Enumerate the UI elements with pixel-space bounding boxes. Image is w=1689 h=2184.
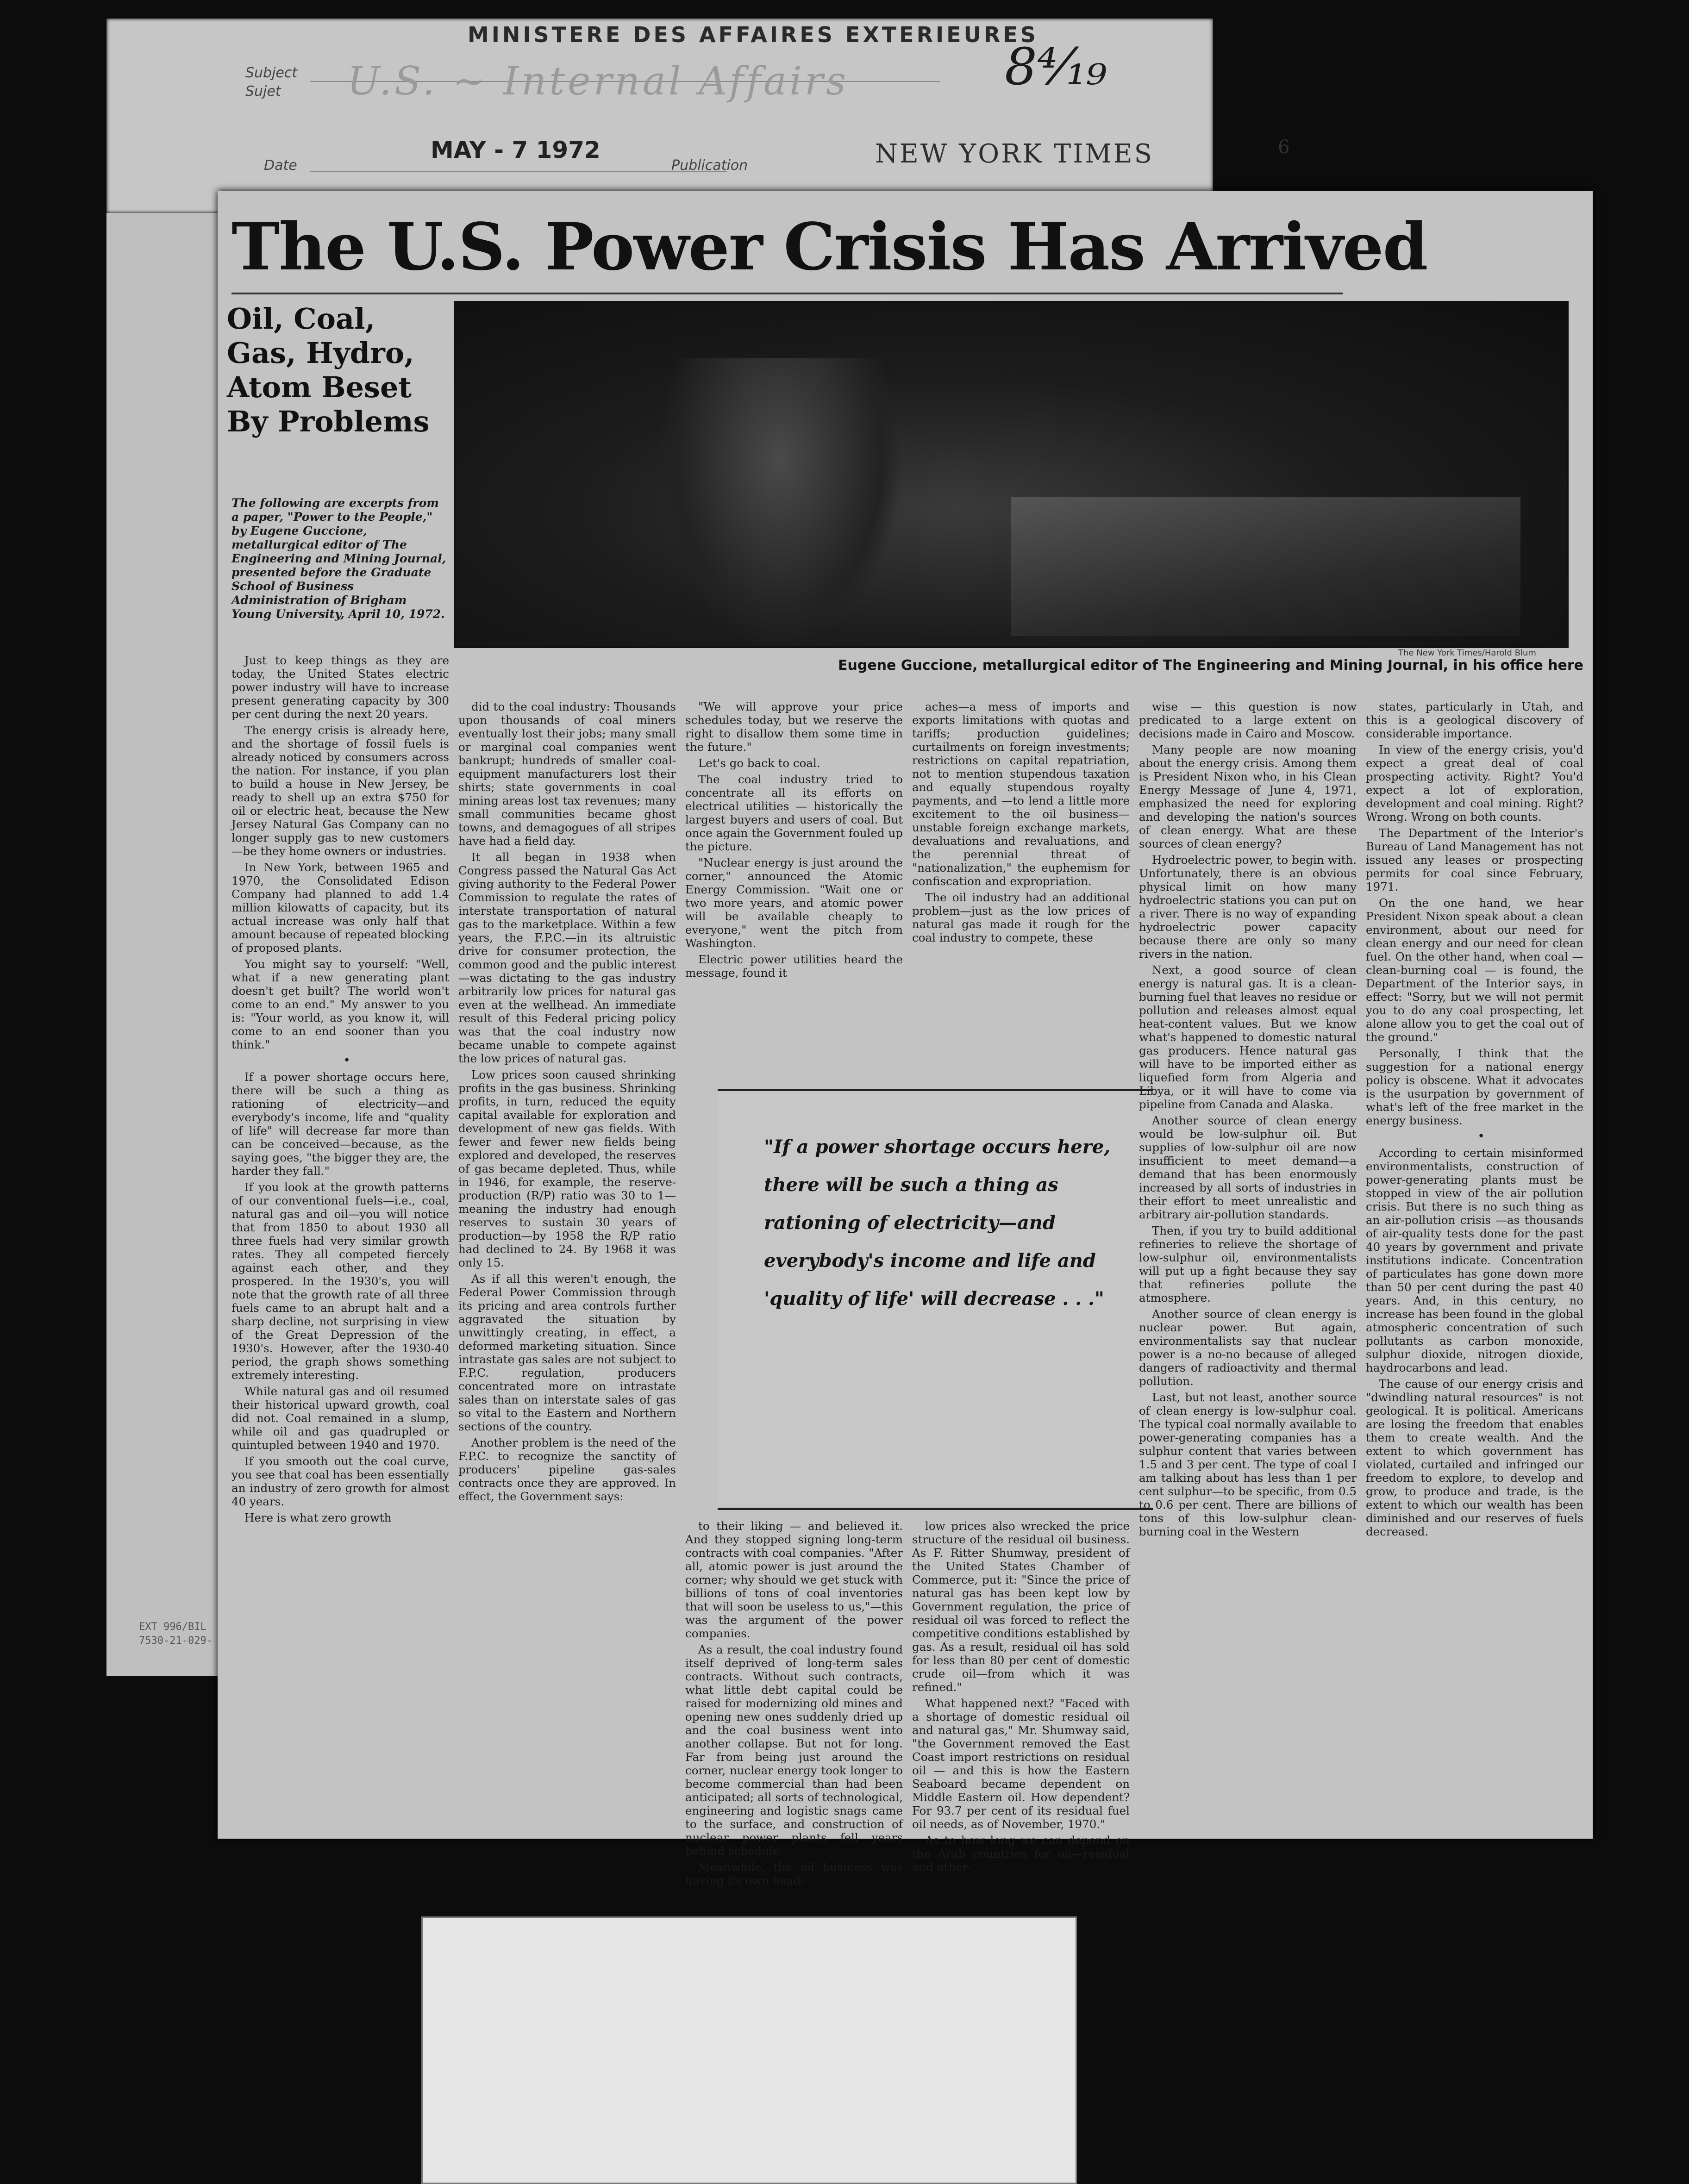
photo-papers [1011, 497, 1520, 636]
slip-publication-label: Publication [671, 157, 748, 174]
headline: The U.S. Power Crisis Has Arrived [231, 209, 1427, 285]
photo-figure [659, 358, 900, 645]
article-clipping [218, 191, 1593, 1887]
paragraph: Electric power utilities heard the message, found it [685, 953, 903, 980]
article-photo [454, 301, 1569, 648]
paragraph: As if all this weren't enough, the Federal Power Commission through its pricing and area controls further aggravated the situation by unwittingly creating, in effect, a deformed marketing situation. Since intrastate gas sales are not subject to F.P.C. regulation, producers concentrated more on intrastate sales than on interstate sales of gas so vital to the Eastern and Northern sections of the country. [458, 1272, 676, 1433]
paragraph: Here is what zero growth [244, 1511, 392, 1524]
clipping-slip [106, 19, 1290, 213]
paragraph: Then, if you try to build additional refineries to relieve the shortage of low-sulphur oil, environmentalists will put up a fight because they say that refineries pollute the atmosphere. [1139, 1224, 1357, 1304]
slip-stamp: 8⁴⁄₁₉ [1005, 37, 1107, 96]
paragraph: Another source of clean energy would be low-sulphur oil. But supplies of low-sulphur oil are now insufficient to meet demand—a demand that has been enormously increased by all sorts of industries in their effort to meet unrealistic and arbitrary air-pollution standards. [1139, 1114, 1357, 1221]
paragraph: Another source of clean energy is nuclear power. But again, environmentalists say that nuclear power is a no-no because of alleged dangers of radioactivity and thermal pollution. [1139, 1307, 1357, 1388]
paragraph: • [1477, 1129, 1485, 1143]
paragraph: Next, a good source of clean energy is natural gas. It is a clean-burning fuel that leaves no residue or pollution and releases almost equal heat-content values. But we know what's happened to domestic natural gas producers. Hence natural gas will have to be imported either as liquefied form from Algeria and Libya, or it will have to come via pipeline from Canada and Alaska. [1139, 963, 1357, 1111]
paragraph: As a result, the coal industry found itself deprived of long-term sales contracts. Without such contracts, what little debt capital could be raised for modernizing old mines and opening new ones suddenly dried up and the coal business went into another collapse. But not for long. Far from being just around the corner, nuclear energy took longer to become commercial than had been anticipated; all sorts of technological, engineering and logistic snags came to the surface, and construction of nuclear power plants fell years behind schedule. [685, 1643, 903, 1858]
column-6 [1366, 700, 1583, 1829]
slip-date: MAY - 7 1972 [431, 137, 601, 163]
slip-handwritten-subject: U.S. ~ Internal Affairs [347, 58, 849, 104]
column-3-bottom [685, 1519, 903, 1887]
column-4-bottom [912, 1519, 1130, 1874]
paragraph: "We will approve your price schedules today, but we reserve the right to disallow them some time in the future." [685, 700, 903, 754]
paragraph: The oil industry had an additional problem—just as the low prices of natural gas made it rough for the coal industry to compete, these [912, 891, 1130, 944]
column-2 [458, 700, 676, 1829]
slip-strip [106, 213, 227, 1676]
paragraph: As to how long we can depend on the Arab countries for oil—residual and other- [912, 1834, 1130, 1874]
paragraph: wise — this question is now predicated to a large extent on decisions made in Cairo and Moscow. [1139, 700, 1357, 740]
paragraph: Let's go back to coal. [698, 756, 820, 770]
paragraph: The cause of our energy crisis and "dwindling natural resources" is not geological. It is political. Americans are losing the freedom that enables them to create wealth. And the extent to which government has violated, curtailed and infringed our freedom to explore, to develop and grow, to produce and trade, is the extent to which our wealth has been diminished and our reserves of fuels decreased. [1366, 1377, 1583, 1538]
slip-form-code: EXT 996/BIL 7530-21-029- [139, 1621, 213, 1647]
paragraph: On the one hand, we hear President Nixon speak about a clean environment, about our need for clean energy and our need for clean fuel. On the other hand, when coal — clean-burning coal — is found, the Department of the Interior says, in effect: "Sorry, but we will not permit you to do any coal prospecting, let alone allow you to get the coal out of the ground." [1366, 896, 1583, 1044]
paragraph: While natural gas and oil resumed their historical upward growth, coal did not. Coal remained in a slump, while oil and gas quadrupled or quintupled between 1940 and 1970. [231, 1385, 449, 1452]
paragraph: Hydroelectric power, to begin with. Unfortunately, there is an obvious physical limit on how many hydroelectric stations you can put on a river. There is no way of expanding hydroelectric power capacity because there are only so many rivers in the nation. [1139, 853, 1357, 961]
pull-quote [718, 1089, 1153, 1510]
paragraph: The Department of the Interior's Bureau of Land Management has not issued any leases or prospecting permits for coal since February, 1971. [1366, 826, 1583, 893]
subhead: Oil, Coal, Gas, Hydro, Atom Beset By Problems [227, 302, 430, 438]
column-4-top [912, 700, 1130, 1070]
slip-subject-label: Subject [245, 65, 298, 81]
paragraph: The energy crisis is already here, and the shortage of fossil fuels is already noticed by consumers across the nation. For instance, if you plan to build a house in New Jersey, be ready to shell up an extra $750 for oil or electric heat, because the New Jersey Natural Gas Company can no longer supply gas to new customers—be they home owners or industries. [231, 724, 449, 858]
paragraph: Low prices soon caused shrinking profits in the gas business. Shrinking profits, in turn, reduced the equity capital available for exploration and development of new gas fields. With fewer and fewer new fields being explored and developed, the reserves of gas became depleted. Thus, while in 1946, for example, the reserve-production (R/P) ratio was 30 to 1—meaning the industry had enough reserves to sustain 30 years of production—by 1958 the R/P ratio had declined to 24. By 1968 it was only 15. [458, 1068, 676, 1269]
paragraph: low prices also wrecked the price structure of the residual oil business. As F. Ritter Shumway, president of the United States Chamber of Commerce, put it: "Since the price of natural gas has been kept low by Government regulation, the price of residual oil was forced to reflect the competitive conditions established by gas. As a result, residual oil has sold for less than 80 per cent of domestic crude oil—from which it was refined." [912, 1519, 1130, 1694]
paragraph: Just to keep things as they are today, the United States electric power industry will have to increase present generating capacity by 300 per cent during the next 20 years. [231, 654, 449, 721]
paragraph: Many people are now moaning about the energy crisis. Among them is President Nixon who, in his Clean Energy Message of June 4, 1971, emphasized the need for exploring and developing the nation's sources of clean energy. What are these sources of clean energy? [1139, 743, 1357, 850]
slip-subject-label-fr: Sujet [245, 83, 281, 100]
paragraph: aches—a mess of imports and exports limitations with quotas and tariffs; production guidelines; curtailments on foreign investments; restrictions on capital repatriation, not to mention stupendous taxation and equally stupendous royalty payments, and —to lend a little more excitement to the oil business— unstable foreign exchange markets, devaluations and revaluations, and the perennial threat of "nationalization," the euphemism for confiscation and expropriation. [912, 700, 1130, 888]
paragraph: What happened next? "Faced with a shortage of domestic residual oil and natural gas," Mr. Shumway said, "the Government removed the East Coast import restrictions on residual oil — and this is how the Eastern Seaboard became dependent on Middle Eastern oil. How dependent? For 93.7 per cent of its residual fuel oil needs, as of November, 1970." [912, 1697, 1130, 1831]
paragraph: If you look at the growth patterns of our conventional fuels—i.e., coal, natural gas and oil—you will notice that from 1850 to about 1930 all three fuels had very similar growth rates. They all competed fiercely against each other, and they prospered. In the 1930's, you will note that the growth rate of all three fuels came to an abrupt halt and a sharp decline, not surprising in view of the Great Depression of the 1930's. However, after the 1930-40 period, the graph shows something extremely interesting. [231, 1180, 449, 1382]
photo-caption: Eugene Guccione, metallurgical editor of The Engineering and Mining Journal, in his office here [838, 657, 1583, 674]
paragraph: You might say to yourself: "Well, what if a new generating plant doesn't get built? The world won't come to an end." My answer to you is: "Your world, as you know it, will come to an end sooner than you think." [231, 957, 449, 1051]
paragraph: It all began in 1938 when Congress passed the Natural Gas Act giving authority to the Federal Power Commission to regulate the rates of interstate transportation of natural gas to the marketplace. Within a few years, the F.P.C.—in its altruistic drive for consumer protection, the common good and the public interest—was dictating to the gas industry arbitrarily low prices for natural gas even at the wellhead. An immediate result of this Federal pricing policy was that the coal industry now became unable to compete against the low prices of natural gas. [458, 850, 676, 1065]
slip-date-label: Date [264, 157, 297, 174]
photo-credit: The New York Times/Harold Blum [1398, 648, 1536, 658]
paragraph: Last, but not least, another source of clean energy is low-sulphur coal. The typical coal normally available to power-generating companies has a sulphur content that varies between 1.5 and 3 per cent. The type of coal I am talking about has less than 1 per cent sulphur—to be specific, from 0.5 to 0.6 per cent. There are billions of tons of this low-sulphur clean-burning coal in the Western [1139, 1391, 1357, 1538]
column-1 [231, 654, 449, 1829]
slip-date-line [310, 171, 727, 172]
pull-quote-text: "If a power shortage occurs here, there will be such a thing as rationing of electricity—and everybody's income and life and 'quality of life' will decrease . . ." [764, 1136, 1111, 1310]
slip-header: MINISTERE DES AFFAIRES EXTERIEURES [468, 22, 1038, 47]
paragraph: • [343, 1054, 350, 1067]
paragraph: In New York, between 1965 and 1970, the Consolidated Edison Company had planned to add 1.4 million kilowatts of capacity, but its actual increase was only half that amount because of repeated blocking of proposed plants. [231, 861, 449, 955]
column-5 [1139, 700, 1357, 1829]
paragraph: Meanwhile, the oil business was having its own head- [685, 1860, 903, 1887]
paragraph: If a power shortage occurs here, there will be such a thing as rationing of electricity—and everybody's income, life and "quality of life" will decrease far more than can be conceived—because, as the saying goes, "the bigger they are, the harder they fall." [231, 1070, 449, 1178]
paragraph: Another problem is the need of the F.P.C. to recognize the sanctity of producers' pipeline gas-sales contracts once they are approved. In effect, the Government says: [458, 1436, 676, 1503]
paragraph: If you smooth out the coal curve, you see that coal has been essentially an industry of zero growth for almost 40 years. [231, 1454, 449, 1508]
paragraph: According to certain misinformed environmentalists, construction of power-generating plants must be stopped in view of the air pollution crisis. But there is no such thing as an air-pollution crisis —as thousands of air-quality tests done for the past 40 years by government and private institutions indicate. Concentration of particulates has gone down more than 50 per cent during the past 40 years. And, in this century, no increase has been found in the global atmospheric concentration of such pollutants as carbon monoxide, sulphur dioxide, nitrogen dioxide, haydrocarbons and lead. [1366, 1146, 1583, 1374]
slip-publication: NEW YORK TIMES [875, 139, 1154, 169]
paragraph: states, particularly in Utah, and this is a geological discovery of considerable importance. [1366, 700, 1583, 740]
blank-card [421, 1916, 1077, 2184]
intro-paragraph: The following are excerpts from a paper, "Power to the People," by Eugene Guccione, metallurgical editor of The Engineering and Mining Journal, presented before the Graduate School of Business Administration of Brigham Young University, April 10, 1972. [231, 496, 446, 621]
slip-mark: 6 [1278, 137, 1290, 158]
column-3-top [685, 700, 903, 1070]
paragraph: did to the coal industry: Thousands upon thousands of coal miners eventually lost their jobs; many small or marginal coal companies went bankrupt; hundreds of smaller coal-equipment manufacturers lost their shirts; state governments in coal mining areas lost tax revenues; many small communities became ghost towns, and demagogues of all stripes have had a field day. [458, 700, 676, 848]
paragraph: In view of the energy crisis, you'd expect a great deal of coal prospecting activity. Right? You'd expect a lot of exploration, development and coal mining. Right? Wrong. Wrong on both counts. [1366, 743, 1583, 824]
headline-rule [231, 293, 1343, 294]
paragraph: The coal industry tried to concentrate all its efforts on electrical utilities — historically the largest buyers and users of coal. But once again the Government fouled up the picture. [685, 773, 903, 853]
paragraph: Personally, I think that the suggestion for a national energy policy is obscene. What it advocates is the usurpation by government of what's left of the free market in the energy business. [1366, 1047, 1583, 1127]
paragraph: to their liking — and believed it. And they stopped signing long-term contracts with coal companies. "After all, atomic power is just around the corner; why should we get stuck with billions of tons of coal inventories that will soon be useless to us,"—this was the argument of the power companies. [685, 1519, 903, 1640]
paragraph: "Nuclear energy is just around the corner," announced the Atomic Energy Commission. "Wait one or two more years, and atomic power will be available cheaply to everyone," went the pitch from Washington. [685, 856, 903, 950]
